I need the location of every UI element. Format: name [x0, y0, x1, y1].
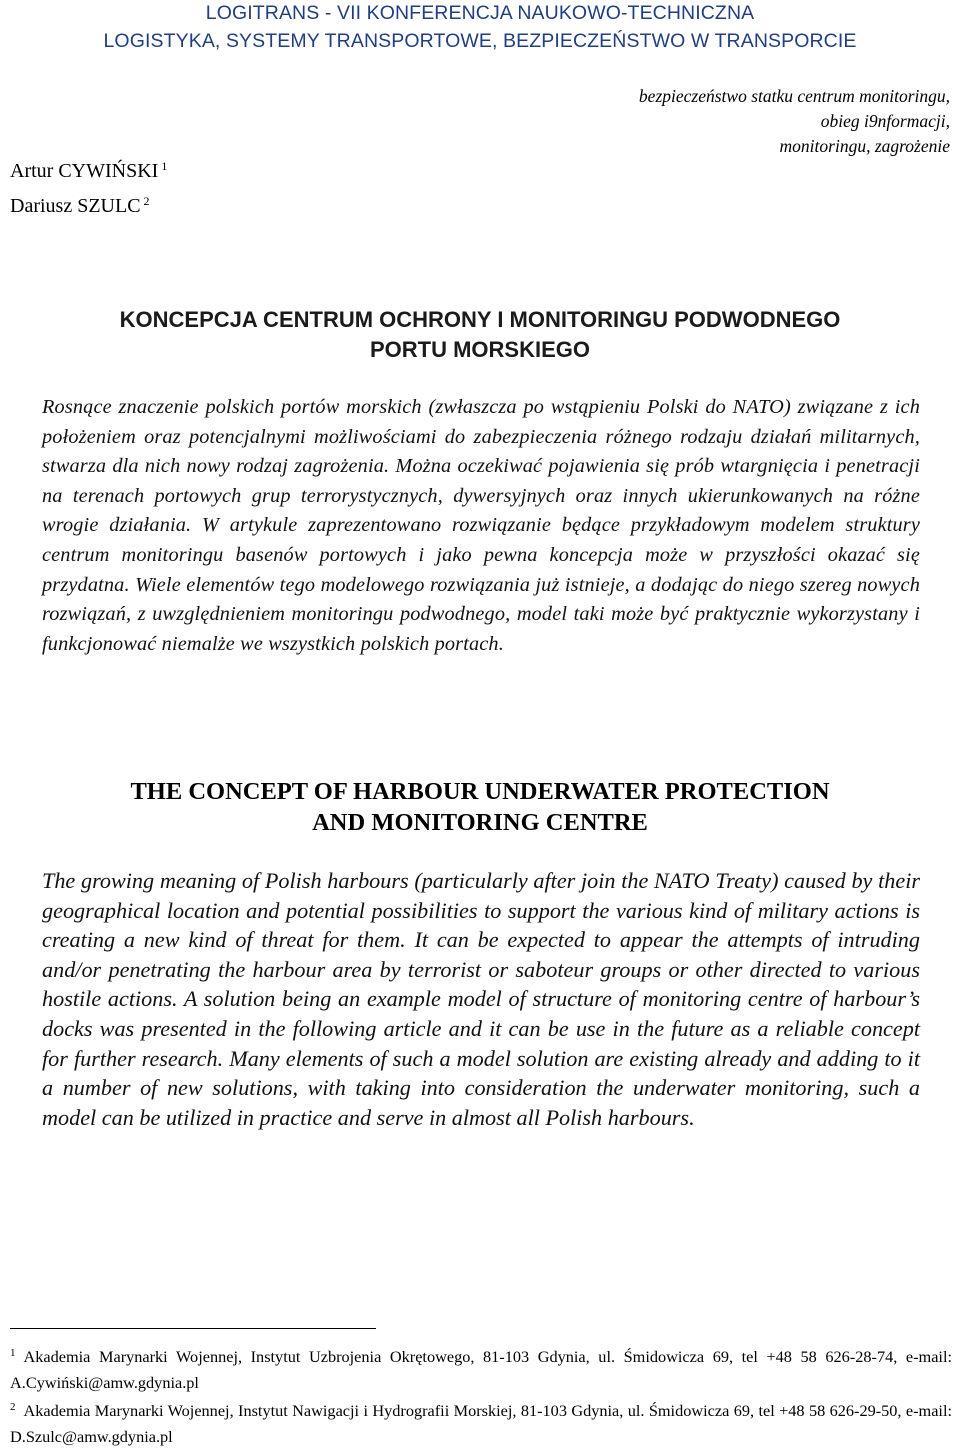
footnote-mark: 1 — [10, 1347, 16, 1359]
title-line: PORTU MORSKIEGO — [369, 337, 590, 362]
keyword-line: obieg i9nformacji, — [820, 111, 950, 131]
abstract-polish: Rosnące znaczenie polskich portów morskich (zwłaszcza po wstąpieniu Polski do NATO) związane z ich położeniem oraz potencjalnymi możliwościami do zabezpieczenia różnego rodzaju działań militarnych, stwarza dla nich nowy rodzaj zagrożenia. Można oczekiwać pojawienia się prób wtargnięcia i penetracji na terenach portowych grup terrorystycznych, dywersyjnych oraz innych ukierunkowanych na różne wrogie działania. W artykule zaprezentowano rozwiązanie będące przykładowym modelem struktury centrum monitoringu basenów portowych i jako pewna koncepcja może w przyszłości okazać się przydatna. Wiele elementów tego modelowego rozwiązania już istnieje, a dodając do niego szereg nowych rozwiązań, z uwzględnieniem monitoringu podwodnego, model taki może być praktycznie wykorzystany i funkcjonować niemalże we wszystkich polskich portach. — [42, 396, 920, 655]
author — [10, 186, 167, 221]
authors — [10, 151, 167, 221]
keyword-line: bezpieczeństwo statku centrum monitoringu, — [638, 86, 950, 106]
author-name: Artur CYWIŃSKI — [10, 160, 159, 182]
author-footnote-mark: 2 — [143, 194, 150, 208]
title-polish — [0, 305, 960, 365]
conference-title: LOGITRANS - VII KONFERENCJA NAUKOWO-TECHNICZNA — [205, 2, 755, 24]
footnote — [10, 1395, 952, 1449]
footnote-divider — [10, 1328, 376, 1329]
conference-subtitle: LOGISTYKA, SYSTEMY TRANSPORTOWE, BEZPIECZEŃSTWO W TRANSPORCIE — [103, 30, 857, 52]
title-line: AND MONITORING CENTRE — [312, 809, 648, 836]
title-line: THE CONCEPT OF HARBOUR UNDERWATER PROTECTION — [130, 778, 830, 805]
title-line: KONCEPCJA CENTRUM OCHRONY I MONITORINGU PODWODNEGO — [119, 307, 841, 332]
footnote-mark: 2 — [10, 1401, 16, 1413]
abstract-english: The growing meaning of Polish harbours (particularly after join the NATO Treaty) caused by their geographical location and potential possibilities to support the various kind of military actions is creating a new kind of threat for them. It can be expected to appear the attempts of intruding and/or penetrating the harbour area by terrorist or saboteur groups or other directed to various hostile actions. A solution being an example model of structure of monitoring centre of harbour’s docks was presented in the following article and it can be use in the future as a reliable concept for further research. Many elements of such a model solution are existing already and adding to it a number of new solutions, with taking into consideration the underwater monitoring, such a model can be utilized in practice and serve in almost all Polish harbours. — [42, 868, 920, 1130]
footnotes — [10, 1341, 952, 1449]
footnote — [10, 1341, 952, 1395]
author-name: Dariusz SZULC — [10, 195, 141, 217]
footnote-text: Akademia Marynarki Wojennej, Instytut Nawigacji i Hydrografii Morskiej, 81-103 Gdynia, ul. Śmidowicza 69, tel +48 58 626-29-50, e-mail: D.Szulc@amw.gdynia.pl — [10, 1401, 952, 1446]
keyword-line: monitoringu, zagrożenie — [779, 136, 950, 156]
footnote-text: Akademia Marynarki Wojennej, Instytut Uzbrojenia Okrętowego, 81-103 Gdynia, ul. Śmidowicza 69, tel +48 58 626-28-74, e-mail: A.Cywiński@amw.gdynia.pl — [10, 1347, 952, 1392]
keywords — [450, 84, 950, 159]
author-footnote-mark: 1 — [161, 159, 168, 173]
author — [10, 151, 167, 186]
title-english — [0, 776, 960, 838]
